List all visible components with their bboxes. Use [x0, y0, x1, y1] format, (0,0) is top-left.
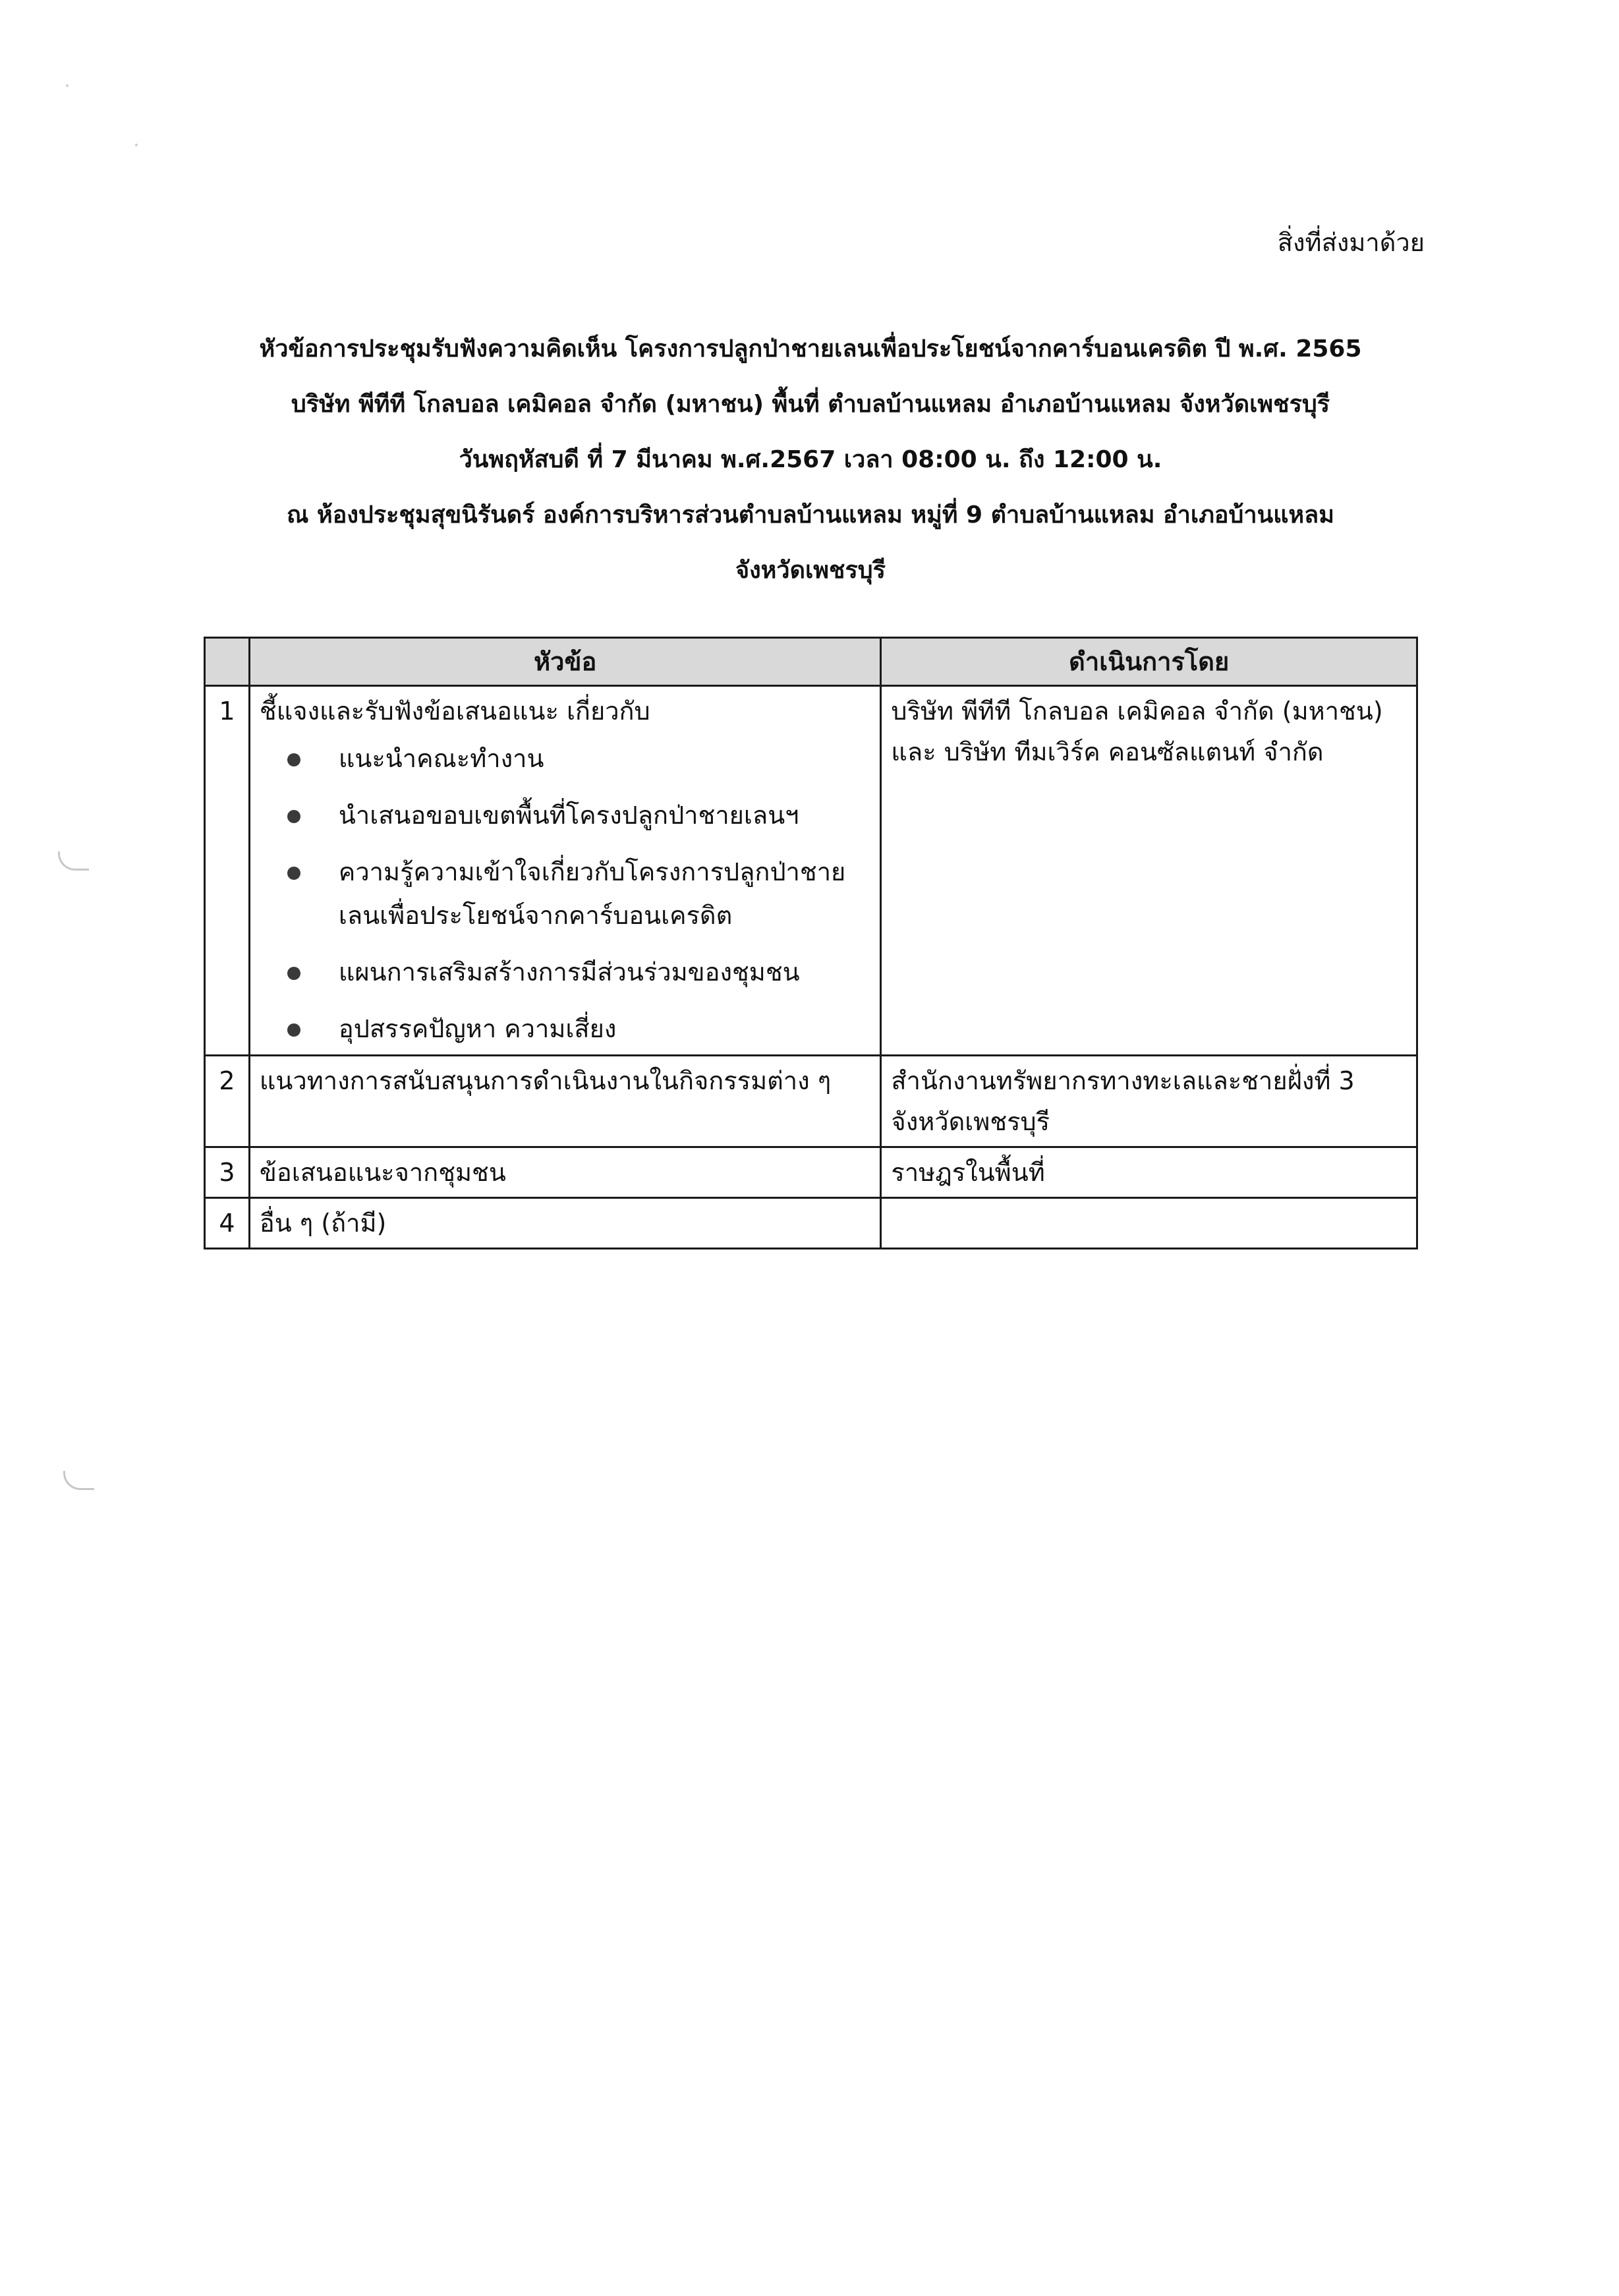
row-responsible-continued: และ บริษัท ทีมเวิร์ค คอนซัลแตนท์ จำกัด	[891, 737, 1324, 766]
row-responsible-cell	[881, 686, 1417, 1056]
bullet-dot-icon	[287, 810, 300, 823]
topic-bullet-list	[260, 737, 871, 1050]
row-responsible-cell	[881, 1056, 1417, 1147]
bullet-text: แนะนำคณะทำงาน	[338, 744, 544, 773]
bullet-dot-icon	[287, 967, 300, 980]
row-topic: ชี้แจงและรับฟังข้อเสนอแนะ เกี่ยวกับ	[259, 697, 650, 726]
row-topic-cell	[249, 1056, 881, 1147]
row-topic-cell	[249, 686, 881, 1056]
bullet-item	[287, 850, 871, 937]
bullet-dot-icon	[287, 753, 300, 766]
header-company-line: บริษัท พีทีที โกลบอล เคมิคอล จำกัด (มหาชน) พื้นที่ ตำบลบ้านแหลม อำเภอบ้านแหลม จังหวัดเพชรบุรี	[291, 391, 1330, 418]
row-topic: ข้อเสนอแนะจากชุมชน	[259, 1158, 506, 1187]
bullet-item	[287, 950, 871, 994]
scan-artifact-mark	[58, 851, 89, 871]
header-date-line: วันพฤหัสบดี ที่ 7 มีนาคม พ.ศ.2567 เวลา 08:00 น. ถึง 12:00 น.	[459, 446, 1162, 473]
row-number: 4	[205, 1198, 250, 1249]
row-number: 3	[205, 1147, 250, 1198]
scan-speck	[135, 144, 138, 146]
row-responsible: บริษัท พีทีที โกลบอล เคมิคอล จำกัด (มหาชน)	[891, 697, 1383, 726]
bullet-dot-icon	[287, 1023, 300, 1037]
row-topic: แนวทางการสนับสนุนการดำเนินงานในกิจกรรมต่าง ๆ	[259, 1066, 832, 1095]
bullet-text: อุปสรรคปัญหา ความเสี่ยง	[338, 1014, 617, 1043]
bullet-item	[287, 793, 871, 837]
row-number: 1	[205, 686, 250, 1056]
bullet-text: นำเสนอขอบเขตพื้นที่โครงปลูกป่าชายเลนฯ	[338, 801, 799, 830]
row-responsible-continued: จังหวัดเพชรบุรี	[891, 1107, 1050, 1136]
bullet-text: แผนการเสริมสร้างการมีส่วนร่วมของชุมชน	[338, 958, 800, 987]
meeting-header	[198, 322, 1423, 598]
row-topic: อื่น ๆ (ถ้ามี)	[259, 1209, 387, 1238]
agenda-table	[204, 637, 1418, 1249]
header-cell-number	[205, 638, 250, 686]
table-row	[205, 686, 1417, 1056]
bullet-item	[287, 737, 871, 780]
table-row	[205, 1198, 1417, 1249]
header-province-line: จังหวัดเพชรบุรี	[735, 557, 886, 584]
header-cell-responsible: ดำเนินการโดย	[881, 638, 1417, 686]
header-venue-line: ณ ห้องประชุมสุขนิรันดร์ องค์การบริหารส่วนตำบลบ้านแหลม หมู่ที่ 9 ตำบลบ้านแหลม อำเภอบ้านแหลม	[287, 502, 1334, 529]
row-topic-cell	[249, 1147, 881, 1198]
table-header-row	[205, 638, 1417, 686]
bullet-text: ความรู้ความเข้าใจเกี่ยวกับโครงการปลูกป่าชาย	[338, 857, 846, 886]
row-number: 2	[205, 1056, 250, 1147]
row-responsible: สำนักงานทรัพยากรทางทะเลและชายฝั่งที่ 3	[891, 1066, 1355, 1095]
header-title-line: หัวข้อการประชุมรับฟังความคิดเห็น โครงการปลูกป่าชายเลนเพื่อประโยชน์จากคาร์บอนเครดิต ปี พ.ศ. 2565	[259, 335, 1362, 362]
bullet-item	[287, 1007, 871, 1050]
scan-speck	[66, 84, 69, 87]
header-cell-topic: หัวข้อ	[249, 638, 881, 686]
enclosure-label: สิ่งที่ส่งมาด้วย	[1277, 228, 1425, 257]
row-topic-cell	[249, 1198, 881, 1249]
scan-artifact-mark	[63, 1471, 94, 1490]
table-row	[205, 1056, 1417, 1147]
bullet-text-continued: เลนเพื่อประโยชน์จากคาร์บอนเครดิต	[338, 901, 733, 930]
bullet-dot-icon	[287, 867, 300, 880]
table-row	[205, 1147, 1417, 1198]
row-responsible-cell	[881, 1198, 1417, 1249]
row-responsible-cell	[881, 1147, 1417, 1198]
row-responsible: ราษฎรในพื้นที่	[891, 1158, 1045, 1187]
